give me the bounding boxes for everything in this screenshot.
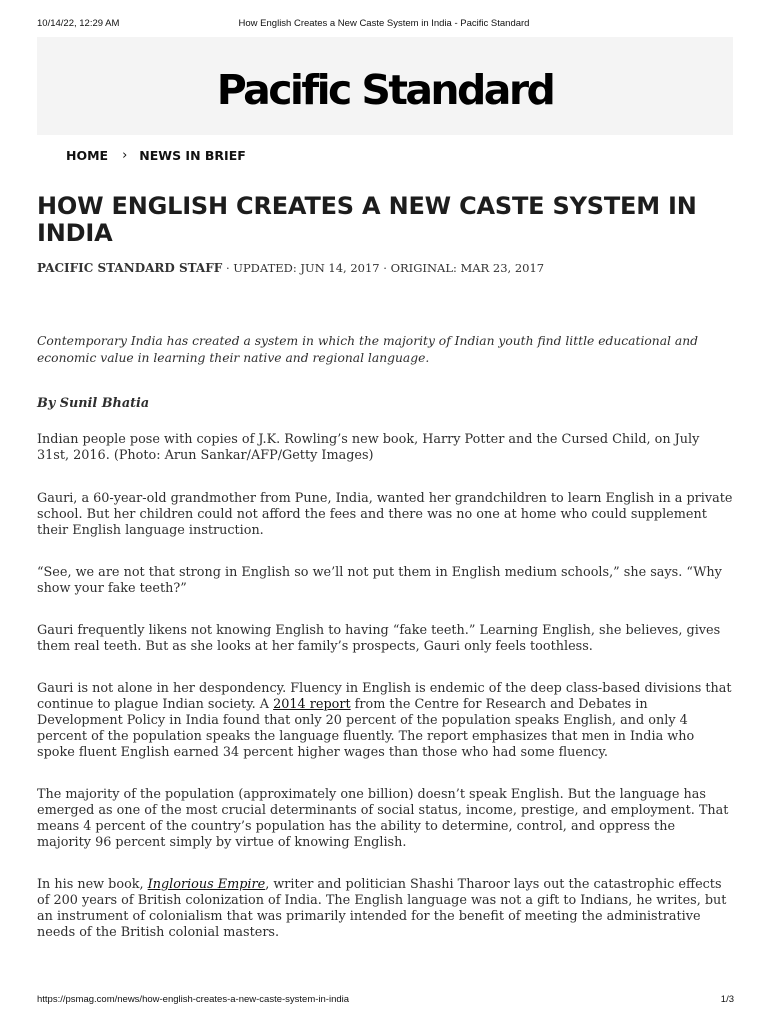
paragraph-4-text-a: Gauri is not alone in her despondency. Fluency in English is endemic of the deep class-based divisions that continue to plague Indian society. A [37,681,732,712]
paragraph-2: “See, we are not that strong in English so we’ll not put them in English medium schools,” she says. “Why show your fake teeth?” [37,565,722,596]
breadcrumb-home-link[interactable]: HOME [66,148,109,163]
paragraph-3: Gauri frequently likens not knowing English to having “fake teeth.” Learning English, she believes, gives them real teeth. But as she looks at her family’s prospects, Gauri only feels toothless. [37,623,721,654]
byline-author: PACIFIC STANDARD STAFF [37,261,223,275]
book-link[interactable]: Inglorious Empire [147,877,266,892]
report-link[interactable]: 2014 report [273,697,351,712]
paragraph-1: Gauri, a 60-year-old grandmother from Pune, India, wanted her grandchildren to learn English in a private school. But her children could not afford the fees and there was no one at home who could supplement their English language instruction. [37,491,733,538]
site-logo[interactable]: Pacific Standard [216,66,554,114]
print-page-number: 1/3 [720,994,734,1005]
article-author-line: By Sunil Bhatia [37,396,150,411]
paragraph-5: The majority of the population (approximately one billion) doesn’t speak English. But the language has emerged as one of the most crucial determinants of social status, income, prestige, and employment. That means 4 percent of the country’s population has the ability to determine, control, and oppress the majority 96 percent simply by virtue of knowing English. [37,787,729,850]
chevron-right-icon: › [122,148,128,163]
article-byline [37,261,737,275]
paragraph-6 [37,877,733,941]
article-headline: HOW ENGLISH CREATES A NEW CASTE SYSTEM IN INDIA [37,192,697,247]
print-url: https://psmag.com/news/how-english-creates-a-new-caste-system-in-india [37,994,350,1005]
print-header [0,0,768,36]
article-body [37,333,733,941]
paragraph-6-text-b: , writer and politician Shashi Tharoor lays out the catastrophic effects of 200 years of British colonization of India. The English language was not a gift to Indians, he writes, but an instrument of colonialism that was primarily intended for the benefit of meeting the administrative needs of the British colonial masters. [37,877,727,940]
paragraph-4-text-b: from the Centre for Research and Debates in Development Policy in India found that only 20 percent of the population speaks English, and only 4 percent of the population speaks the language fluently. The report emphasizes that men in India who spoke fluent English earned 34 percent higher wages than those who had some fluency. [37,697,695,760]
photo-caption: Indian people pose with copies of J.K. Rowling’s new book, Harry Potter and the Cursed Child, on July 31st, 2016. (Photo: Arun Sankar/AFP/Getty Images) [37,432,700,463]
breadcrumb [66,148,246,163]
print-page-title: How English Creates a New Caste System in India - Pacific Standard [238,18,530,29]
byline-dates: · UPDATED: JUN 14, 2017 · ORIGINAL: MAR 23, 2017 [225,261,545,275]
article-dek: Contemporary India has created a system in which the majority of Indian youth find little educational and economic value in learning their native and regional language. [37,334,699,365]
masthead [37,37,733,135]
paragraph-6-text-a: In his new book, [37,877,148,892]
breadcrumb-section-link[interactable]: NEWS IN BRIEF [139,148,246,163]
print-timestamp: 10/14/22, 12:29 AM [37,18,120,29]
paragraph-4 [37,681,733,761]
